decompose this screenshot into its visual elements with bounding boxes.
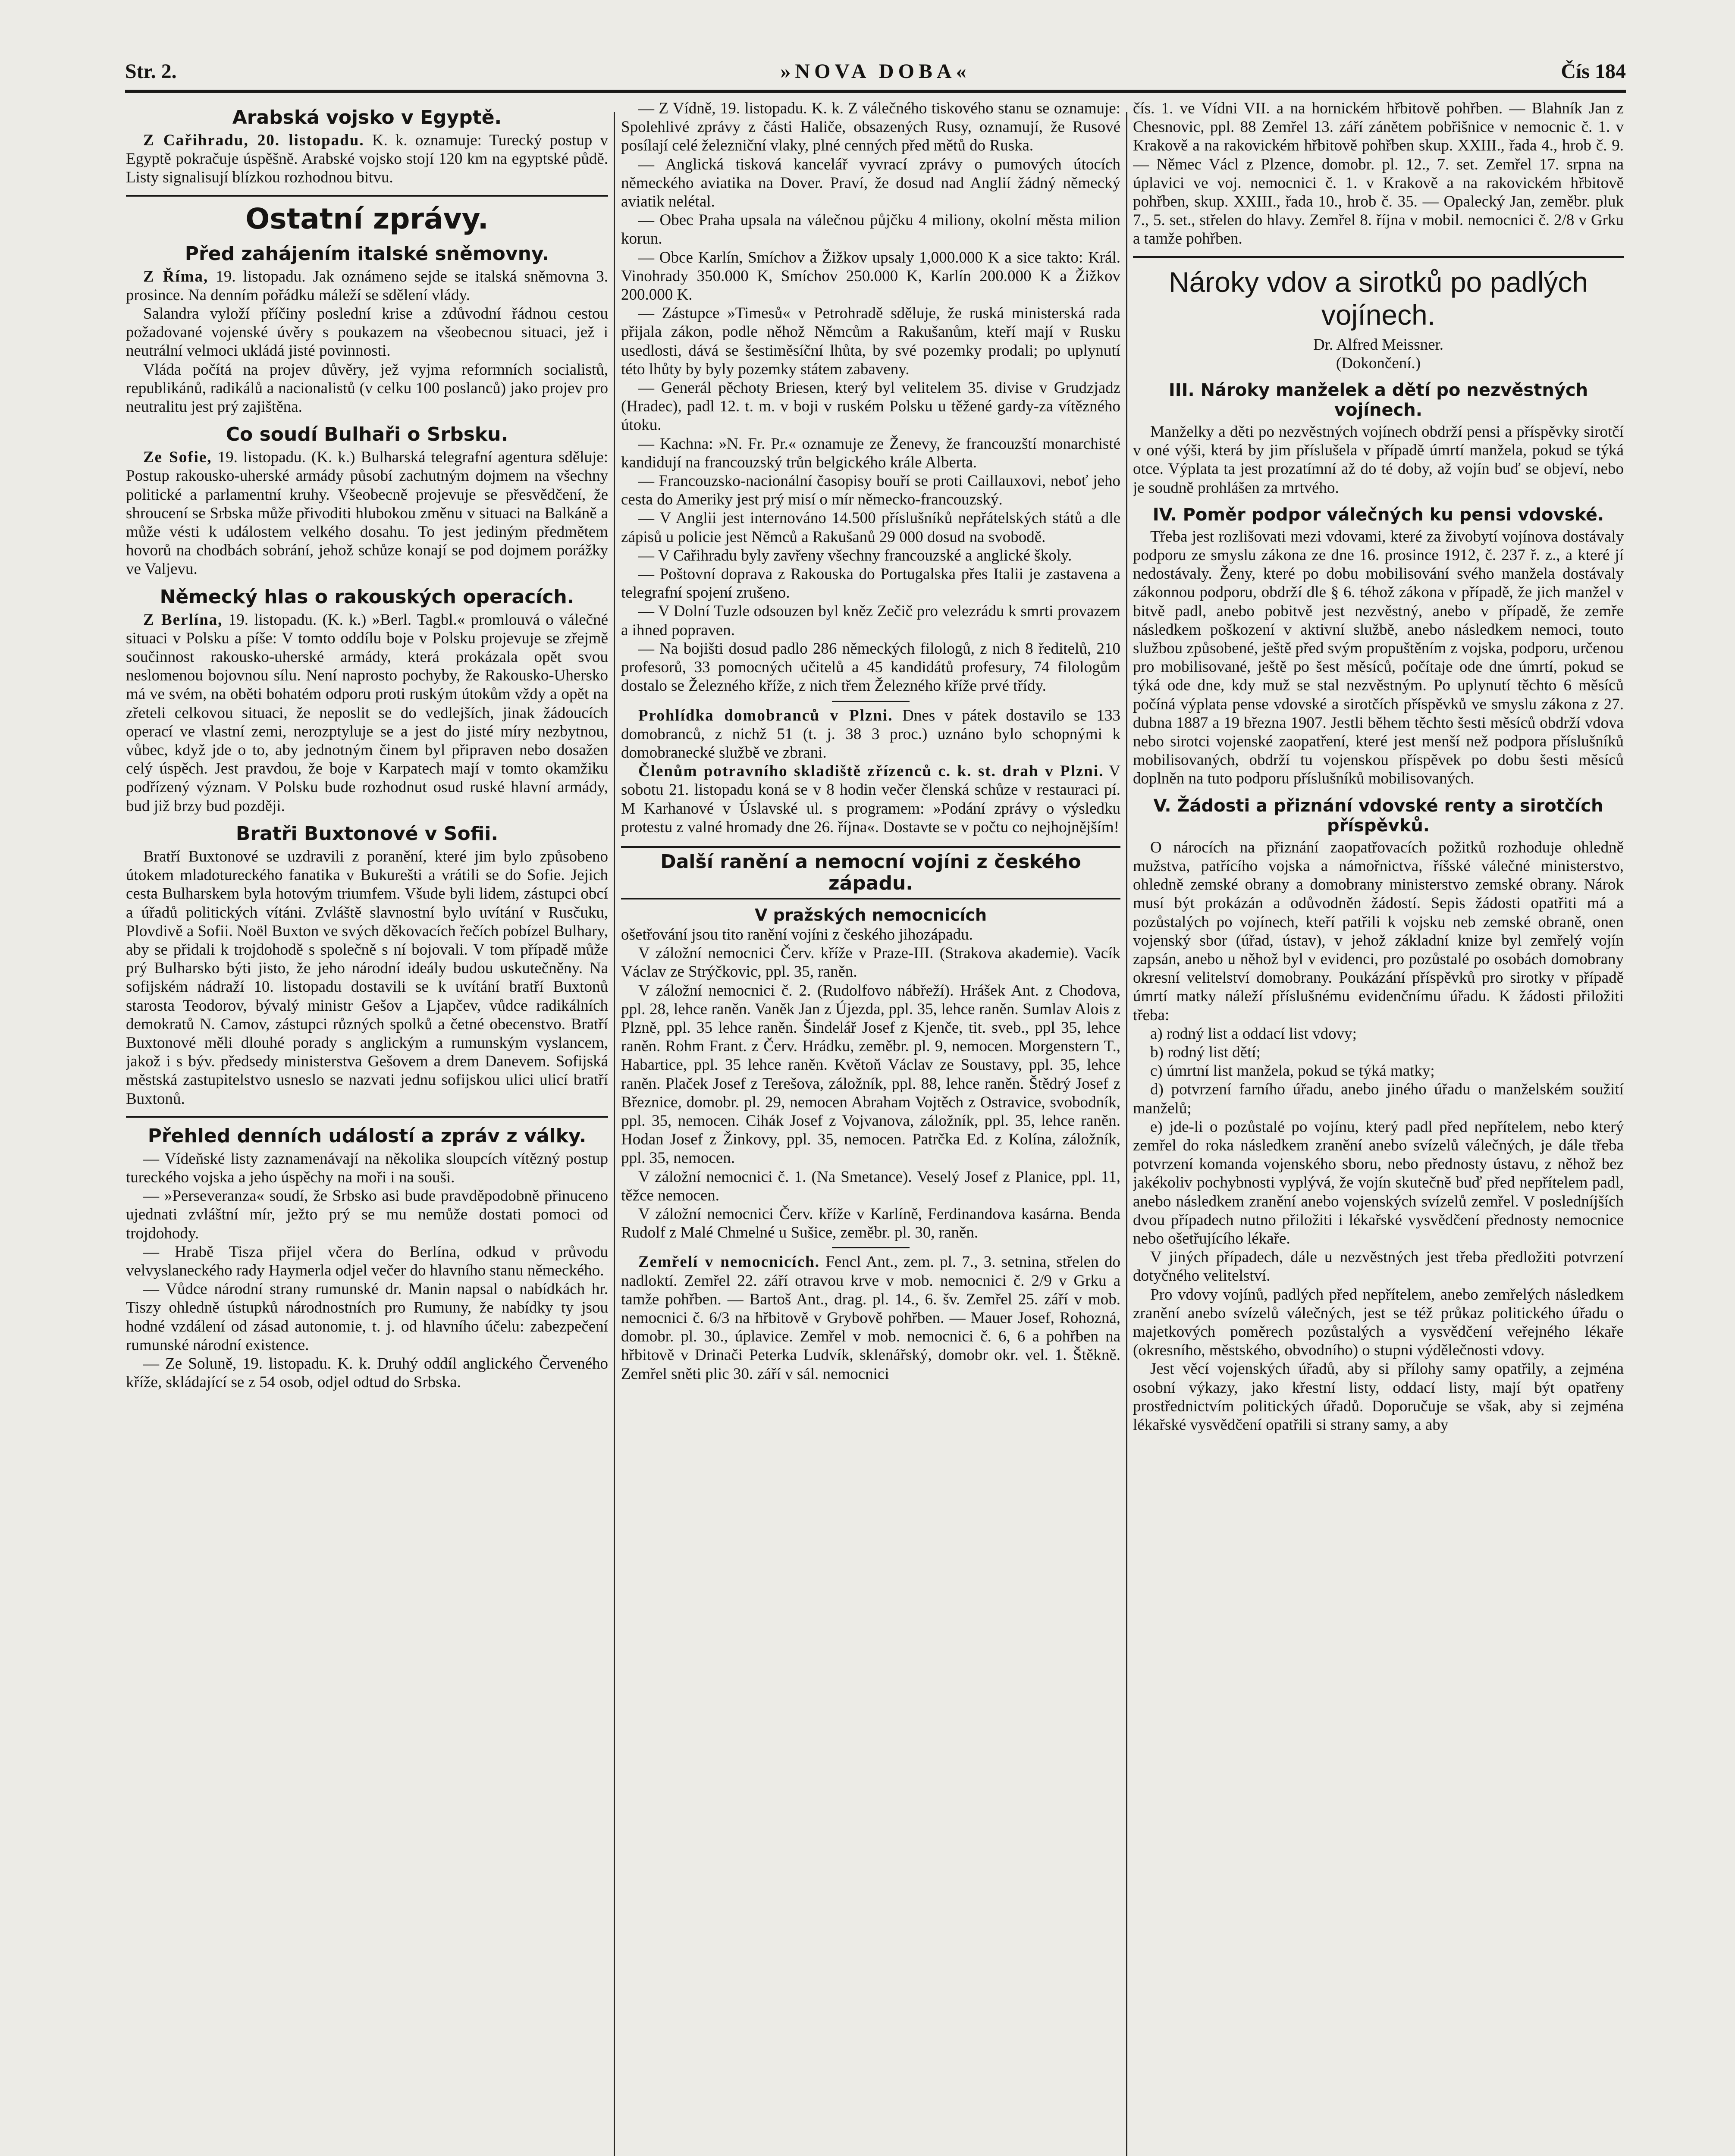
run-in-head: Zemřelí v nemocnicích. xyxy=(638,1253,820,1271)
newspaper-title: »NOVA DOBA« xyxy=(780,60,971,83)
column-3 xyxy=(1133,99,1624,2156)
list-item: e) jde-li o pozůstalé po vojínu, který padl před nepřítelem, nebo který zemřel do roka následkem zranění anebo svízelů válečných, je dále třeba potvrzení komanda vojenského sboru, nebo přednosty ústavu, z něhož bez jakékoliv pochybnosti vyplývá, že vojín skutečně buď před nepřítelem padl, anebo následkem zranění anebo vojenských svízelů zemřel. V posledníjších dvou případech nutno přiložiti i lékařské vysvědčení přednosty nemocnice nebo ošetřujícího lékaře. xyxy=(1133,1118,1624,1247)
news-item: — Generál pěchoty Briesen, který byl velitelem 35. divise v Grudzjadz (Hradec), padl 12. t. m. v boji v ruském Polsku u těžené gardy-za vítězného útoku. xyxy=(621,379,1120,434)
casualty-list: V záložní nemocnici Červ. kříže v Karlíně, Ferdinandova kasárna. Benda Rudolf z Malé Chmelné u Sušice, zeměbr. pl. 30, raněn. xyxy=(621,1205,1120,1242)
news-item: — Francouzsko-nacionální časopisy bouří se proti Caillauxovi, neboť jeho cesta do Ameriky jest prý misí o mír německo-francouzský. xyxy=(621,472,1120,509)
news-item: — Kachna: »N. Fr. Pr.« oznamuje ze Ženevy, že francouzští monarchisté kandidují na francouzský trůn belgického krále Alberta. xyxy=(621,435,1120,471)
news-item: — Anglická tisková kancelář vyvrací zprávy o pumových útocích německého aviatika na Dover. Praví, že dosud nad Anglií žádný německý aviatik nelétal. xyxy=(621,155,1120,211)
divider xyxy=(832,701,910,702)
article-buxton: Bratří Buxtonové se uzdravili z poranění, které jim bylo způsobeno útokem mladotureckého fanatika v Bukurešti a vrátili se do Sofie. Jejich cesta Bulharskem byla hotovým triumfem. Všude byli lidem, zástupci obcí a úřadů politických vítáni. Zvláště slavnostní bylo uvítání v Rusčuku, Plovdivě a Sofii. Noël Buxton ve svých děkovacích řečích pobízel Bulhary, aby se přidali k trojdohodě s společně s ní bojovali. V tom případě může prý Bulharsko býti jisto, že jeho národní ideály budou uskutečněny. Na sofijském nádraží 10. listopadu dostavili se k uvítání bratří Buxtonů starosta Teodorov, bývalý ministr Gešov a Ljapčev, vůdce radikálních demokratů N. Camov, zástupci různých spolků a četné obecenstvo. Bratří Buxtonové měli dlouhé porady s anglickým a rumunským vyslancem, jakož i s býv. předsedy ministerstva Gešovem a drem Danevem. Sofijská městská zastupitelstvo usneslo se nazvati jednu sofijskou ulici ulicí bratří Buxtonů. xyxy=(126,847,608,1108)
article-nemecky xyxy=(126,611,608,815)
news-item: — Ze Soluně, 19. listopadu. K. k. Druhý oddíl anglického Červeného kříže, skládající se z 54 osob, odjel odtud do Srbska. xyxy=(126,1354,608,1391)
list-item: d) potvrzení farního úřadu, anebo jiného úřadu o manželském soužití manželů; xyxy=(1133,1081,1624,1117)
news-item: — V Cařihradu byly zavřeny všechny francouzské a anglické školy. xyxy=(638,546,1072,564)
list-item: c) úmrtní list manžela, pokud se týká matky; xyxy=(1150,1062,1435,1080)
article-paragraph: Manželky a děti po nezvěstných vojínech obdrží pensi a příspěvky sirotčí v oné výši, která by jim příslušela v případě úmrtí manžela, pokud se týká otce. Výplata ta jest prozatímní až do té doby, až vojín buď se objeví, nebo je soudně prohlášen za mrtvého. xyxy=(1133,423,1624,497)
article-text: 19. listopadu. (K. k.) »Berl. Tagbl.« promlouvá o válečné situaci v Polsku a píše: V tomto oddílu boje v Polsku projevuje se zřejmě součinnost rakousko-uherské armády, která prokázala opět svou neslomenou bojovnou sílu. Není naprosto pochyby, že Rakousko-Uhersko má ve svém, na oběti bohatém odporu proti ruským útokům vždy a opět na zřeteli celkovou situaci, že neposlit se do vedlejších, jinak žádoucích operací ve vlastní zemi, nerozptylujе se a jest do jisté míry nezbytnou, vůbec, když jde o to, aby jednotným činem byl připraven nebo dosažen celý úspěch. Jest pravdou, že boje v Karpatech mají v tomto okamžiku podřízený význam. V Polsku bude rozhodnut osud ruské hlavní armády, bud již brzy bud později. xyxy=(126,611,608,815)
news-item: — V Anglii jest internováno 14.500 příslušníků nepřátelských států a dle zápisů u policie jest Němců a Rakušanů 29 000 dosud na svobodě. xyxy=(621,509,1120,546)
issue-number: Čís 184 xyxy=(1561,60,1626,83)
column-2 xyxy=(621,99,1120,2156)
casualty-list: V záložní nemocnici č. 1. (Na Smetance). Veselý Josef z Planice, ppl. 11, těžce nemocen. xyxy=(621,1168,1120,1204)
news-item: — Z Vídně, 19. listopadu. K. k. Z válečného tiskového stanu se oznamuje: Spolehlivé zprávy z části Haliče, obsazených Rusy, oznamují, že Rusové posílají celé železniční vlaky, plné cenných před mětů do Ruska. xyxy=(621,100,1120,155)
article-sklad xyxy=(621,762,1120,837)
article-text: Fencl Ant., zem. pl. 7., 3. setnina, střelen do nadloktí. Zemřel 22. září otravou krve v mob. nemocnici č. 2/9 v Grku a tamže pohřben. — Bartoš Ant., drag. pl. 14., 6. šv. Zemřel 25. září v mob. nemocnici č. 6/3 na hřbitově v Grybově pohřben. — Mauer Josef, Rohozná, domobr. pl. 30., úplavice. Zemřel v mob. nemocnici č. 6, 6 a pohřben na hřbitově v Drinači Peterka Ludvík, sklenářský, domobr okr. vel. 1. Štěkně. Zemřel sněti plic 30. září v sál. nemocnici xyxy=(621,1253,1120,1383)
casualty-list: V záložní nemocnici č. 2. (Rudolfovo nábřeží). Hrášek Ant. z Chodova, ppl. 28, lehce raněn. Vaněk Jan z Újezda, ppl. 35, lehce raněn. Sumlav Alois z Plzně, ppl. 35 lehce raněn. Šindelář Josef z Kjenče, tit. sveb., ppl 35, lehce raněn. Rohm Frant. z Červ. Hrádku, zeměbr. pl. 9, nemocen. Morgenstern T., Habartice, ppl. 35 lehce raněn. Květoň Václav ze Soustavy, ppl. 35, lehce raněn. Plaček Josef z Terešova, záložník, ppl. 88, lehce raněn. Štědrý Josef z Březnice, domobr. pl. 29, nemocen Abraham Vojtěch z Ostravice, svobodník, ppl. 35, nemocen. Cihák Josef z Vojvanova, záložník, ppl. 35, lehce raněn. Hodan Josef z Žinkovy, ppl. 35, nemocen. Patrčka Ed. z Kolína, záložník, ppl. 35, nemocen. xyxy=(621,981,1120,1167)
headline-naroky: Nároky vdov a sirotků po padlých vojínech. xyxy=(1168,266,1588,331)
headline-italie: Před zahájením italské sněmovny. xyxy=(185,242,549,265)
continuation-note: (Dokončení.) xyxy=(1336,354,1421,372)
article-text: Dnes v pátek dostavilo se 133 domobranců, z nichž 51 (t. j. 38 3 proc.) uznáno bylo schopnými k domobranecké službě ve zbrani. xyxy=(621,706,1120,761)
casualty-list: V záložní nemocnici Červ. kříže v Praze-III. (Strakova akademie). Vacík Václav ze Strýčkovic, ppl. 35, raněn. xyxy=(621,944,1120,981)
run-in-head: Prohlídka domobranců v Plzni. xyxy=(638,706,893,724)
section-title-ostatni: Ostatní zprávy. xyxy=(245,202,489,235)
dateline: Ze Sofie, xyxy=(143,448,212,467)
headline-buxton: Bratři Buxtonové v Sofii. xyxy=(235,822,499,845)
section-iii: III. Nároky manželek a dětí po nezvěstných vojínech. xyxy=(1168,380,1588,420)
news-item: — Obce Karlín, Smíchov a Žižkov upsaly 1,000.000 K a sice takto: Král. Vinohrady 350.000 K, Smíchov 250.000 K, Karlín 200.000 K a Žižkov 200.000 K. xyxy=(621,248,1120,304)
column-1 xyxy=(126,99,608,2156)
headline-egypt: Arabská vojsko v Egyptě. xyxy=(232,107,502,128)
article-text: 19. listopadu. Jak oznámeno sejde se italská sněmovna 3. prosince. Na denním pořádku máleží se sdělení vlády. xyxy=(126,267,608,304)
news-item: — V Dolní Tuzle odsouzen byl kněz Zečič pro velezrádu k smrti provazem a ihned popraven. xyxy=(621,602,1120,639)
article-bulhari xyxy=(126,448,608,578)
headline-bulhari: Co soudí Bulhaři o Srbsku. xyxy=(226,423,508,446)
article-plzen xyxy=(621,706,1120,762)
author: Dr. Alfred Meissner. xyxy=(1313,335,1444,354)
dateline: Z Cařihradu, 20. listopadu. xyxy=(143,132,364,149)
article-egypt xyxy=(126,131,608,187)
article-paragraph: Jest věcí vojenských úřadů, aby si přílohy samy opatřily, a zejména osobní výkazy, jako křestní listy, oddací listy, mají být opatřeny prostřednictvím politických úřadů. Doporučuje se však, aby si zejména lékařské vysvědčení opatřili si strany samy, a aby xyxy=(1133,1360,1624,1434)
news-item: — Obec Praha upsala na válečnou půjčku 4 miliony, okolní města milion korun. xyxy=(621,211,1120,248)
article-text: V sobotu 21. listopadu koná se v 8 hodin večer členská schůze v restauraci pí. M Karhanové v Úslavské ul. s programem: »Podání zprávy o výsledku protestu z valné hromady dne 26. října«. Dostavte se v počtu co nejhojnějším! xyxy=(621,762,1120,836)
news-item: — Poštovní doprava z Rakouska do Portugalska přes Italii je zastavena a telegrafní spojení zrušeno. xyxy=(621,565,1120,602)
news-item: — Zástupce »Timesů« v Petrohradě sděluje, že ruská ministerská rada přijala zákon, podle něhož Němcům a Rakušanům, kteří mají v Rusku usedlosti, dává se šestiměsíční lhůta, by své pozemky prodali; po uplynutí této lhůty by byly pozemky státem zabaveny. xyxy=(621,304,1120,378)
article-italie xyxy=(126,267,608,304)
news-item: — Vídeňské listy zaznamenávají na několika sloupcích vítězný postup tureckého vojska a jeho úspěchy na moři i na souši. xyxy=(126,1150,608,1186)
casualty-list-continued: čís. 1. ve Vídni VII. a na hornickém hřbitově pohřben. — Blahník Jan z Chesnovic, ppl. 88 Zemřel 13. září zánětem pobřišnice v nemocnic č. 1. v Krakově a na rakovickém hřbitově pohřben skup. XXIII., řada 4., hrob č. 9. — Němec Václ z Plzence, domobr. pl. 12., 7. set. Zemřel 17. srpna na úplavici ve voj. nemocnici č. 1. v Krakově a na rakovickém hřbitově pohřben, skup. XXIII., řada 10., hrob č. 35. — Opalecký Jan, zeměbr. pluk 7., 5. set., střelen do hlavy. Zemřel 8. října v mobil. nemocnici č. 2/8 v Grku a tamže pohřben. xyxy=(1133,100,1624,248)
article-paragraph: V jiných případech, dále u nezvěstných jest třeba předložiti potvrzení dotyčného velitelství. xyxy=(1133,1248,1624,1285)
page-number: Str. 2. xyxy=(125,60,177,83)
section-v: V. Žádosti a přiznání vdovské renty a sirotčích příspěvků. xyxy=(1153,796,1603,836)
list-item: a) rodný list a oddací list vdovy; xyxy=(1150,1025,1357,1043)
divider xyxy=(126,195,608,197)
article-zemreli xyxy=(621,1253,1120,1383)
news-item: — »Perseveranza« soudí, že Srbsko asi bude pravděpodobně přinuceno ujednati zvláštní mír, ježto prý se mu nemůže dostati pomoci od trojdohody. xyxy=(126,1187,608,1242)
news-item: — Hrabě Tisza přijel včera do Berlína, odkud v průvodu velvyslaneckého rady Haymerla odjel večer do hlavního stanu německého. xyxy=(126,1243,608,1279)
subheading-praha: V pražských nemocnicích xyxy=(754,905,987,924)
dateline: Z Berlína, xyxy=(143,611,223,629)
divider xyxy=(1133,256,1624,258)
list-item: b) rodný list dětí; xyxy=(1150,1043,1261,1061)
headline-nemecky: Německý hlas o rakouských operacích. xyxy=(160,586,574,608)
news-item: — Na bojišti dosud padlo 286 německých filologů, z nich 8 ředitelů, 210 profesorů, 33 pomocných učitelů a 45 kandidátů profesury, 74 filologům dostalo se Železného kříže, z nich třem Železného kříže prvé třídy. xyxy=(621,639,1120,695)
news-item: — Vůdce národní strany rumunské dr. Manin napsal o nabídkách hr. Tiszy ohledně ústupků národnostních pro Rumuny, že nabídky ty jsou hodné vzdálení od zásad autonomie, t. j. od hlavního účelu: zabezpečení rumunské národní existence. xyxy=(126,1280,608,1354)
article-paragraph: Třeba jest rozlišovati mezi vdovami, které za živobytí vojínova dostávaly podporu ze smyslu zákona ze dne 16. prosince 1912, č. 237 ř. z., a které jí nedostávaly. Ženy, které po dobu mobilisování svého manžela dostávaly zákonnou podporu, obdrží dle § 6. téhož zákona v případě, že jich manžel v bitvě padl, anebo pobitvě jest nezvěstný, anebo v případě, že zemře následkem poškození v aktivní službě, anebo následkem nemoci, touto službou způsobené, ještě před svým propuštěním z vojska, podporu, určenou pro mobilisované, ještě po šest měsíců, počítaje ode dne úmrtí, pokud se týká ode dne, kdy muž se stal nezvěstným. Po uplynutí těchto 6 měsíců počíná výplata pense vdovské a sirotčích příspěvků ve smyslu zákona z 27. dubna 1887 a 19 března 1907. Jestli během těchto šesti měsíců obdrží vdova nebo sirotci vojenské zaopatření, které jest menší než podpora příslušníků mobilisovaných, obdrží tu vojenskou příspěvek po dobu šesti měsíců doplněn na tuto podporu příslušníků mobilisovaných. xyxy=(1133,527,1624,788)
article-paragraph: Vláda počítá na projev důvěry, jež vyjma reformních socialistů, republikánů, radikálů a nacionalistů (v celku 100 poslanců) jako projev pro neutralitu jest prý zajištěna. xyxy=(126,360,608,416)
divider xyxy=(126,1116,608,1118)
column-rule xyxy=(1126,112,1127,2156)
headline-raneni: Další ranění a nemocní vojíni z českého západu. xyxy=(660,850,1081,894)
page-header xyxy=(125,60,1626,93)
list-intro: ošetřování jsou tito ranění vojíni z českého jihozápadu. xyxy=(621,925,973,943)
article-paragraph: O nárocích na přiznání zaopatřovacích požitků rozhoduje ohledně mužstva, patřícího vojska a námořnictva, říšské válečné ministerstvo, ohledně zemské obrany a domobrany ministerstvo zemské obrany. Nárok musí být prokázán a odůvodněn žádostí. Sepis žádosti opatřiti má a pozůstalých po vojínech, kteří patřili k vojsku neb zemské obraně, onen vojenský sbor (úřad, ústav), v jehož základní knize byl zemřelý vojín zapsán, anebo u něhož byl v evidenci, pro pozůstalé po osobách domobrany okresní velitelství domobrany. Poukázání příspěvků pro sirotky v případě úmrtí matky náleží příslušnému evidenčnímu úřadu. K žádosti přiložiti třeba: xyxy=(1133,838,1624,1024)
article-text: 19. listopadu. (K. k.) Bulharská telegrafní agentura sděluje: Postup rakousko-uherské armády působí zachutným dojmem na všechny politické a parlamentní kruhy. Všeobecně projevuje se přesvědčení, že shroucení se Srbska může přivoditi hlubokou změnu v situaci na Balkáně a může vésti k událostem velkého dosahu. To jest jediným předmětem hovorů na chodbách sobrání, jehož schůze konají se pod dojmem porážky ve Valjevu. xyxy=(126,448,608,578)
dateline: Z Říma, xyxy=(143,267,209,285)
divider xyxy=(832,1247,910,1248)
article-text: K. k. oznamuje: Turecký postup v Egyptě pokračuje úspěšně. Arabské vojsko stojí 120 km na egyptské půdě. Listy signalisují blízkou rozhodnou bitvu. xyxy=(126,132,608,187)
article-paragraph: Salandra vyloží příčiny poslední krise a zdůvodní řádnou cestou požadované vojenské úvěry s poukazem na všeobecnou situaci, jež i neutrální velmoci ukládá jisté povinnosti. xyxy=(126,305,608,360)
section-iv: IV. Poměr podpor válečných ku pensi vdovské. xyxy=(1152,505,1604,525)
article-paragraph: Pro vdovy vojínů, padlých před nepřítelem, anebo zemřelých následkem zranění anebo svízelů válečných, jest se též průkaz politického úřadu o majetkových poměrech pozůstalých a vysvědčení veřejného lékaře (okresního, městského, obvodního) o stupni výdělečnosti vdovy. xyxy=(1133,1285,1624,1360)
headline-prehled: Přehled denních událostí a zpráv z války. xyxy=(147,1125,587,1147)
run-in-head: Členům potravního skladiště zřízenců c. k. st. drah v Plzni. xyxy=(638,762,1104,780)
column-rule xyxy=(614,112,615,2156)
boxed-headline xyxy=(621,846,1120,899)
